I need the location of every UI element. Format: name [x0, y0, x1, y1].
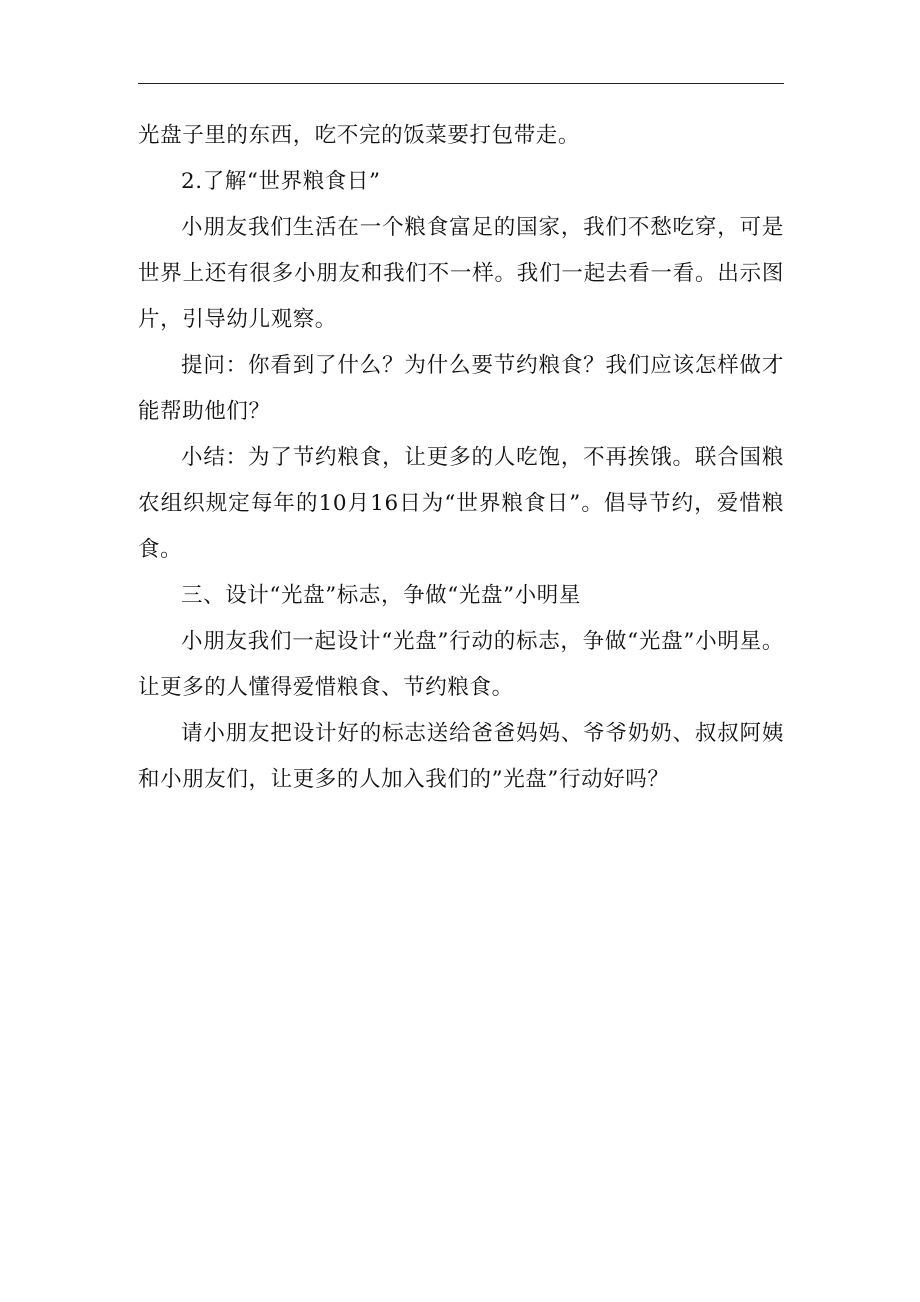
header-rule: [138, 83, 784, 84]
paragraph-design: 小朋友我们一起设计“光盘”行动的标志，争做“光盘”小明星。让更多的人懂得爱惜粮食、节约粮食。: [138, 629, 784, 700]
paragraph-summary: 小结：为了节约粮食，让更多的人吃饱，不再挨饿。联合国粮农组织规定每年的10月16日为“世界粮食日”。倡导节约，爱惜粮食。: [138, 445, 784, 562]
paragraph-share: 请小朋友把设计好的标志送给爸爸妈妈、爷爷奶奶、叔叔阿姨和小朋友们，让更多的人加入我们的”光盘”行动好吗？: [138, 721, 784, 792]
section-heading-design-logo: 三、设计“光盘”标志，争做“光盘”小明星: [181, 583, 581, 608]
document-body: [138, 113, 784, 803]
section-heading-world-food-day: 2.了解“世界粮食日”: [181, 169, 381, 194]
paragraph-continuation: 光盘子里的东西，吃不完的饭菜要打包带走。: [138, 123, 581, 148]
paragraph-questions: 提问：你看到了什么？为什么要节约粮食？我们应该怎样做才能帮助他们？: [138, 353, 784, 424]
paragraph-intro: 小朋友我们生活在一个粮食富足的国家，我们不愁吃穿，可是世界上还有很多小朋友和我们不一样。我们一起去看一看。出示图片，引导幼儿观察。: [138, 215, 784, 332]
